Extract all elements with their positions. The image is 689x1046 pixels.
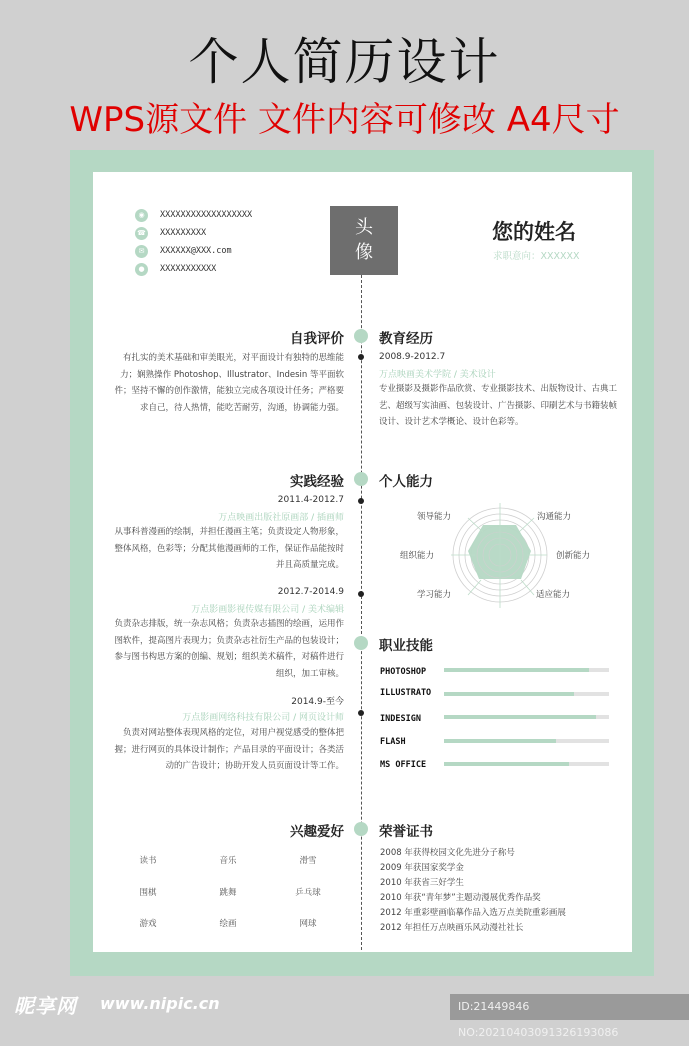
banner-subtitle: WPS源文件 文件内容可修改 A4尺寸 [69, 100, 620, 140]
timeline-node-practice [354, 472, 368, 486]
radar-label-innovation: 创新能力 [556, 551, 591, 561]
radar-label-organization: 组织能力 [400, 551, 435, 561]
hobby-item: 音乐 [219, 856, 237, 866]
radar-label-learning: 学习能力 [417, 590, 452, 600]
qq-icon: ● [135, 263, 148, 276]
radar-label-communication: 沟通能力 [537, 512, 572, 522]
skill-bar-flash [444, 739, 609, 743]
banner-title: 个人简历设计 [188, 33, 501, 91]
practice-2-date: 2012.7-2014.9 [277, 587, 344, 597]
skill-label-msoffice: MS OFFICE [380, 760, 427, 770]
honor-item: 2009 年获国家奖学金 [380, 863, 464, 873]
skill-fill [444, 762, 569, 766]
hobby-item: 跳舞 [219, 888, 237, 898]
contact-qq-text: XXXXXXXXXXX [160, 264, 217, 274]
honor-item: 2008 年获得校园文化先进分子称号 [380, 848, 515, 858]
practice-1-date: 2011.4-2012.7 [277, 495, 344, 505]
honors-title: 荣誉证书 [379, 824, 433, 840]
education-title: 教育经历 [379, 331, 433, 347]
contact-email [135, 244, 232, 258]
contact-email-text: XXXXXX@XXX.com [160, 246, 232, 256]
timeline-line [361, 275, 362, 950]
self-eval-text: 有扎实的美术基础和审美眼光，对平面设计有独特的思维能力；娴熟操作 Photoshop、Illustrator、Indesin 等平面软件；坚持不懈的创作激情，能独立完成各项设计任务；严格要求自己，待人热情，能吃苦耐劳，沟通，协调能力强。 [114, 353, 344, 413]
practice-3-org: 万点影画网络科技有限公司 / 网页设计师 [182, 713, 344, 723]
contact-qq [135, 262, 216, 276]
job-intent: 求职意向：XXXXXX [493, 251, 580, 262]
skill-bar-illustrator [444, 692, 609, 696]
skill-bar-photoshop [444, 668, 609, 672]
contact-location [135, 208, 252, 222]
contact-phone [135, 226, 206, 240]
skill-bar-msoffice [444, 762, 609, 766]
skills-title: 职业技能 [379, 638, 433, 654]
skill-fill [444, 692, 574, 696]
avatar-line1: 头 [355, 217, 373, 238]
contact-address: XXXXXXXXXXXXXXXXXX [160, 210, 253, 220]
practice-2-text: 负责杂志排版，统一杂志风格；负责杂志插图的绘画，运用作图软件，提高图片表现力；负责杂志社衍生产品的包装设计；参与图书构思方案的创编、规划；组织美术稿件，对稿件进行组织，加工审核。 [114, 619, 344, 679]
skill-fill [444, 739, 556, 743]
skill-label-photoshop: PHOTOSHOP [380, 667, 427, 677]
hobby-item: 游戏 [139, 919, 157, 929]
skill-fill [444, 715, 596, 719]
timeline-dot [358, 498, 364, 504]
timeline-dot [358, 710, 364, 716]
skill-label-indesign: INDESIGN [380, 714, 421, 724]
practice-1-org: 万点映画出版社原画部 / 插画师 [218, 513, 344, 523]
practice-title: 实践经验 [290, 474, 344, 490]
practice-3-date: 2014.9-至今 [291, 697, 344, 707]
education-text: 专业摄影及摄影作品欣赏、专业摄影技术、出版物设计、古典工艺、超级写实油画、包装设计、广告摄影、印刷艺术与书籍装帧设计、设计艺术学概论、设计色彩等。 [379, 384, 618, 427]
hobby-item: 绘画 [219, 919, 237, 929]
education-school: 万点映画美术学院 / 美术设计 [379, 370, 496, 380]
hobby-item: 滑雪 [299, 856, 317, 866]
hobbies-title: 兴趣爱好 [290, 824, 344, 840]
honor-item: 2010 年获“青年梦”主题动漫展优秀作品奖 [380, 893, 541, 903]
hobby-item: 围棋 [139, 888, 157, 898]
email-icon: ✉ [135, 245, 148, 258]
education-date: 2008.9-2012.7 [379, 352, 446, 362]
timeline-node-hobby [354, 822, 368, 836]
hobby-item: 乒乓球 [295, 888, 321, 898]
avatar-line2: 像 [355, 242, 373, 263]
honor-item: 2012 年担任万点映画乐风动漫社社长 [380, 923, 524, 933]
ability-title: 个人能力 [379, 474, 433, 490]
avatar-placeholder [330, 206, 398, 275]
timeline-node-skills [354, 636, 368, 650]
skill-bar-indesign [444, 715, 609, 719]
hobby-item: 读书 [139, 856, 157, 866]
self-eval-title: 自我评价 [290, 331, 344, 347]
candidate-name: 您的姓名 [492, 220, 576, 244]
footer-logo: 昵享网 [14, 994, 77, 1018]
hobby-item: 网球 [299, 919, 317, 929]
practice-1-text: 从事科普漫画的绘制，并担任漫画主笔；负责设定人物形象，整体风格，色彩等；分配其他漫画师的工作，保证作品能按时并且高质量完成。 [114, 527, 344, 570]
skill-label-illustrator: ILLUSTRATO [380, 688, 432, 698]
footer-url[interactable]: www.nipic.cn [100, 994, 220, 1013]
timeline-node-self-eval [354, 329, 368, 343]
contact-phone-text: XXXXXXXXX [160, 228, 207, 238]
footer-id-badge: ID:21449846 NO:20210403091326193086 [450, 994, 689, 1020]
radar-label-leadership: 领导能力 [417, 512, 452, 522]
location-icon: ◉ [135, 209, 148, 222]
honor-item: 2010 年获省三好学生 [380, 878, 464, 888]
timeline-dot [358, 354, 364, 360]
practice-2-org: 万点影画影视传媒有限公司 / 美术编辑 [191, 605, 344, 615]
radar-label-adaptability: 适应能力 [536, 590, 571, 600]
skill-label-flash: FLASH [380, 737, 406, 747]
honor-item: 2012 年重彩壁画临摹作品入选万点美院重彩画展 [380, 908, 566, 918]
practice-3-text: 负责对网站整体表现风格的定位，对用户视觉感受的整体把握；进行网页的具体设计制作；产品目录的平面设计；各类活动的广告设计；协助开发人员页面设计等工作。 [114, 728, 344, 771]
phone-icon: ☎ [135, 227, 148, 240]
skill-fill [444, 668, 589, 672]
timeline-dot [358, 591, 364, 597]
